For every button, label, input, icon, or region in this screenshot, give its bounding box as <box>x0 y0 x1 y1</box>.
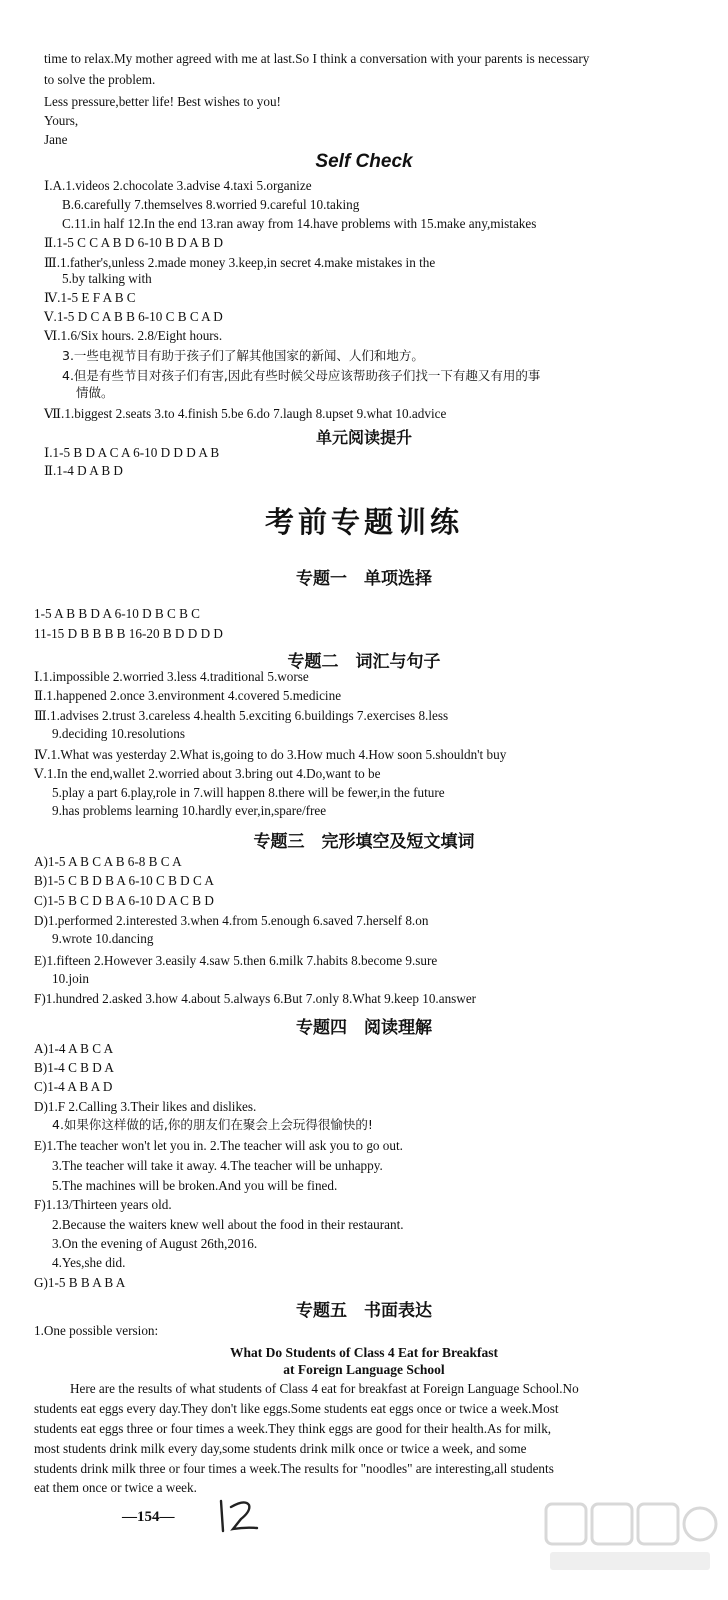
answer-line: A)1-4 A B C A <box>34 1041 114 1056</box>
letter-line: Less pressure,better life! Best wishes to you! <box>44 94 281 109</box>
essay-title: at Foreign Language School <box>283 1362 445 1377</box>
answer-line: F)1.13/Thirteen years old. <box>34 1197 172 1212</box>
handwritten-mark-icon <box>215 1497 265 1537</box>
topic-title: 专题五 书面表达 <box>296 1301 432 1321</box>
essay-line: students drink milk three or four times a week.The results for "noodles" are interesting,all students <box>34 1461 554 1476</box>
answer-line: 4.Yes,she did. <box>52 1255 126 1270</box>
answer-line: Ⅲ.1.father's,unless 2.made money 3.keep,in secret 4.make mistakes in the <box>44 255 436 270</box>
answer-line: 9.deciding 10.resolutions <box>52 726 185 741</box>
answer-line: E)1.The teacher won't let you in. 2.The teacher will ask you to go out. <box>34 1138 403 1153</box>
answer-line: D)1.performed 2.interested 3.when 4.from 5.enough 6.saved 7.herself 8.on <box>34 913 429 928</box>
answer-line: 11-15 D B B B B 16-20 B D D D D <box>34 626 223 641</box>
answer-line: F)1.hundred 2.asked 3.how 4.about 5.always 6.But 7.only 8.What 9.keep 10.answer <box>34 991 477 1006</box>
answer-line: 3.On the evening of August 26th,2016. <box>52 1236 258 1251</box>
essay-title: What Do Students of Class 4 Eat for Breakfast <box>229 1345 499 1360</box>
topic-title: 专题二 词汇与句子 <box>287 652 441 672</box>
answer-line: 9.has problems learning 10.hardly ever,in,spare/free <box>52 803 327 818</box>
answer-line: Ⅱ.1-4 D A B D <box>44 463 123 478</box>
answer-line: Ⅶ.1.biggest 2.seats 3.to 4.finish 5.be 6.do 7.laugh 8.upset 9.what 10.advice <box>44 406 447 421</box>
essay-line: students eat eggs every day.They don't like eggs.Some students eat eggs once or twice a week.Most <box>34 1401 559 1416</box>
answer-line: 3.一些电视节目有助于孩子们了解其他国家的新闻、人们和地方。 <box>62 348 424 363</box>
answer-line: C)1-5 B C D B A 6-10 D A C B D <box>34 893 214 908</box>
answer-line: Ⅱ.1-5 C C A B D 6-10 B D A B D <box>44 235 223 250</box>
answer-line: C.11.in half 12.In the end 13.ran away from 14.have problems with 15.make any,mistakes <box>62 216 537 231</box>
answer-line: Ⅴ.1.In the end,wallet 2.worried about 3.bring out 4.Do,want to be <box>34 766 381 781</box>
answer-line: 4.如果你这样做的话,你的朋友们在聚会上会玩得很愉快的! <box>52 1117 373 1132</box>
answer-line: 9.wrote 10.dancing <box>52 931 154 946</box>
self-check-title: Self Check <box>315 151 413 172</box>
page-number: —154— <box>122 1509 175 1525</box>
topic-title: 专题三 完形填空及短文填词 <box>253 832 475 852</box>
answer-line: B.6.carefully 7.themselves 8.worried 9.careful 10.taking <box>62 197 360 212</box>
essay-line: most students drink milk every day,some students drink milk once or twice a week, and some <box>34 1441 527 1456</box>
answer-line: Ⅰ.1-5 B D A C A 6-10 D D D A B <box>44 445 220 460</box>
answer-line: Ⅳ.1-5 E F A B C <box>44 290 136 305</box>
essay-intro: 1.One possible version: <box>34 1323 159 1338</box>
answer-line: Ⅱ.1.happened 2.once 3.environment 4.covered 5.medicine <box>34 688 342 703</box>
letter-line: to solve the problem. <box>44 72 156 87</box>
answer-line: 5.The machines will be broken.And you will be fined. <box>52 1178 338 1193</box>
answer-line: 2.Because the waiters knew well about the food in their restaurant. <box>52 1217 404 1232</box>
answer-line: C)1-4 A B A D <box>34 1079 113 1094</box>
letter-signature: Jane <box>44 132 68 147</box>
answer-line: E)1.fifteen 2.However 3.easily 4.saw 5.then 6.milk 7.habits 8.become 9.sure <box>34 953 438 968</box>
answer-line: 情做。 <box>76 385 114 400</box>
topic-title: 专题一 单项选择 <box>296 569 432 589</box>
essay-line: students eat eggs three or four times a week.They think eggs are good for their health.As for milk, <box>34 1421 552 1436</box>
watermark-logo-icon <box>540 1498 720 1578</box>
answer-line: B)1-5 C B D B A 6-10 C B D C A <box>34 873 214 888</box>
letter-line: Yours, <box>44 113 79 128</box>
answer-line: D)1.F 2.Calling 3.Their likes and dislikes. <box>34 1099 257 1114</box>
letter-line: time to relax.My mother agreed with me at last.So I think a conversation with your parents is necessary <box>44 51 590 66</box>
answer-line: Ⅳ.1.What was yesterday 2.What is,going to do 3.How much 4.How soon 5.shouldn't buy <box>34 747 507 762</box>
answer-line: B)1-4 C B D A <box>34 1060 114 1075</box>
essay-line: eat them once or twice a week. <box>34 1480 197 1495</box>
exam-training-title: 考前专题训练 <box>264 505 463 539</box>
answer-line: 1-5 A B B D A 6-10 D B C B C <box>34 606 200 621</box>
answer-line: Ⅵ.1.6/Six hours. 2.8/Eight hours. <box>44 328 223 343</box>
answer-line: 5.by talking with <box>62 271 152 286</box>
answer-line: A)1-5 A B C A B 6-8 B C A <box>34 854 182 869</box>
answer-line: G)1-5 B B A B A <box>34 1275 126 1290</box>
answer-line: 10.join <box>52 971 89 986</box>
answer-line: 5.play a part 6.play,role in 7.will happen 8.there will be fewer,in the future <box>52 785 445 800</box>
answer-line: 4.但是有些节目对孩子们有害,因此有些时候父母应该帮助孩子们找一下有趣又有用的事 <box>62 368 541 383</box>
essay-line: Here are the results of what students of Class 4 eat for breakfast at Foreign Language School.No <box>70 1381 579 1396</box>
answer-line: Ⅰ.1.impossible 2.worried 3.less 4.traditional 5.worse <box>34 669 309 684</box>
topic-title: 专题四 阅读理解 <box>296 1018 432 1038</box>
answer-line: 3.The teacher will take it away. 4.The teacher will be unhappy. <box>52 1158 383 1173</box>
answer-line: Ⅲ.1.advises 2.trust 3.careless 4.health 5.exciting 6.buildings 7.exercises 8.less <box>34 708 449 723</box>
answer-line: Ⅰ.A.1.videos 2.chocolate 3.advise 4.taxi 5.organize <box>44 178 312 193</box>
unit-reading-title: 单元阅读提升 <box>315 428 412 447</box>
answer-line: Ⅴ.1-5 D C A B B 6-10 C B C A D <box>44 309 223 324</box>
